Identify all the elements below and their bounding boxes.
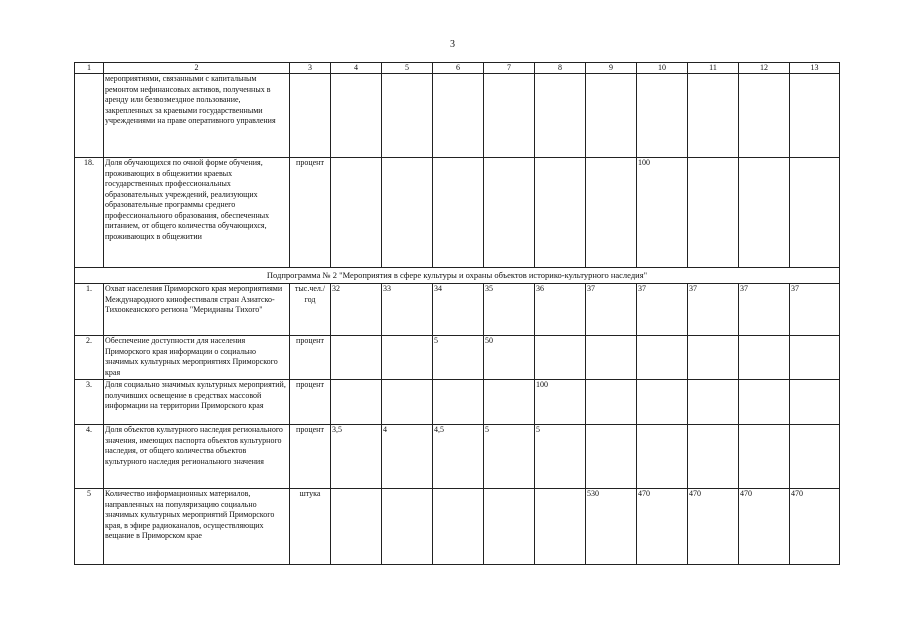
value-cell [739,158,790,268]
value-cell: 470 [688,489,739,565]
value-cell: 37 [637,284,688,336]
table-row [75,74,840,158]
value-cell: 37 [790,284,840,336]
value-cell [331,158,382,268]
value-cell [382,336,433,380]
value-cell [535,489,586,565]
value-cell [688,380,739,425]
indicators-table [74,62,840,565]
value-cell: 100 [637,158,688,268]
unit-cell: штука [290,489,331,565]
table-row [75,489,840,565]
unit-cell: процент [290,380,331,425]
header-cell: 3 [290,63,331,74]
unit-cell: процент [290,158,331,268]
unit-cell [290,74,331,158]
row-number-cell: 2. [75,336,104,380]
table-row [75,284,840,336]
row-number-cell: 18. [75,158,104,268]
value-cell [535,158,586,268]
unit-cell: тыс.чел./год [290,284,331,336]
value-cell [484,489,535,565]
value-cell: 34 [433,284,484,336]
page-number: 3 [450,39,455,50]
value-cell [433,158,484,268]
value-cell [382,380,433,425]
row-number-cell [75,74,104,158]
value-cell [331,489,382,565]
table-row [75,425,840,489]
header-cell: 5 [382,63,433,74]
value-cell [688,158,739,268]
value-cell: 3,5 [331,425,382,489]
value-cell [586,74,637,158]
value-cell: 4,5 [433,425,484,489]
value-cell [535,74,586,158]
header-cell: 4 [331,63,382,74]
value-cell [331,336,382,380]
value-cell [739,380,790,425]
value-cell [637,380,688,425]
indicator-name-cell: Доля объектов культурного наследия регионального значения, имеющих паспорта объектов культурного наследия, от общего количества объектов культурного наследия регионального значения [104,425,290,489]
value-cell: 37 [688,284,739,336]
value-cell: 100 [535,380,586,425]
value-cell [688,336,739,380]
value-cell [586,336,637,380]
header-cell: 2 [104,63,290,74]
value-cell [433,489,484,565]
value-cell [433,74,484,158]
value-cell: 32 [331,284,382,336]
value-cell: 530 [586,489,637,565]
indicator-name-cell: Доля социально значимых культурных мероприятий, получивших освещение в средствах массовой информации на территории Приморского края [104,380,290,425]
value-cell: 470 [739,489,790,565]
value-cell: 37 [586,284,637,336]
table-row [75,380,840,425]
value-cell [433,380,484,425]
value-cell [637,74,688,158]
indicator-name-cell: Обеспечение доступности для населения Приморского края информации о социально значимых культурных мероприятиях Приморского края [104,336,290,380]
indicator-name-cell: Доля обучающихся по очной форме обучения, проживающих в общежитии краевых государственных профессиональных образовательных учреждений, реализующих образовательные программы среднего профессионального образования, обеспеченных питанием, от общего количества обучающихся, проживающих в общежитии [104,158,290,268]
value-cell [739,336,790,380]
value-cell [484,380,535,425]
value-cell [586,380,637,425]
value-cell [484,158,535,268]
value-cell: 33 [382,284,433,336]
table-row [75,158,840,268]
unit-cell: процент [290,425,331,489]
value-cell [586,425,637,489]
value-cell [790,380,840,425]
value-cell: 5 [433,336,484,380]
value-cell [790,74,840,158]
subprogram-row [75,268,840,284]
value-cell [790,425,840,489]
value-cell [535,336,586,380]
value-cell: 35 [484,284,535,336]
subprogram-title: Подпрограмма № 2 "Мероприятия в сфере культуры и охраны объектов историко-культурного наследия" [75,268,840,284]
value-cell: 50 [484,336,535,380]
table-row [75,336,840,380]
value-cell [688,425,739,489]
header-cell: 8 [535,63,586,74]
value-cell [637,336,688,380]
value-cell: 470 [637,489,688,565]
value-cell [790,158,840,268]
value-cell [637,425,688,489]
header-cell: 13 [790,63,840,74]
header-cell: 6 [433,63,484,74]
value-cell: 5 [535,425,586,489]
header-cell: 9 [586,63,637,74]
header-cell: 1 [75,63,104,74]
value-cell [382,158,433,268]
value-cell: 470 [790,489,840,565]
value-cell: 36 [535,284,586,336]
value-cell [688,74,739,158]
value-cell [382,74,433,158]
value-cell: 5 [484,425,535,489]
indicator-name-cell: Охват населения Приморского края мероприятиями Международного кинофестиваля стран Азиатско-Тихоокеанского региона "Меридианы Тихого" [104,284,290,336]
value-cell [739,425,790,489]
value-cell [739,74,790,158]
row-number-cell: 5 [75,489,104,565]
column-number-header-row [75,63,840,74]
value-cell [331,380,382,425]
value-cell [382,489,433,565]
header-cell: 7 [484,63,535,74]
header-cell: 10 [637,63,688,74]
indicator-name-cell: Количество информационных материалов, направленных на популяризацию социально значимых культурных мероприятий Приморского края, в эфире радиоканалов, осуществляющих вещание в Приморском крае [104,489,290,565]
value-cell: 4 [382,425,433,489]
header-cell: 11 [688,63,739,74]
row-number-cell: 4. [75,425,104,489]
header-cell: 12 [739,63,790,74]
value-cell [586,158,637,268]
row-number-cell: 1. [75,284,104,336]
row-number-cell: 3. [75,380,104,425]
value-cell [484,74,535,158]
value-cell [790,336,840,380]
indicator-name-cell: мероприятиями, связанными с капитальным ремонтом нефинансовых активов, полученных в аренду или безвозмездное пользование, закрепленных за краевыми государственными учреждениями на праве оперативного управления [104,74,290,158]
value-cell: 37 [739,284,790,336]
unit-cell: процент [290,336,331,380]
value-cell [331,74,382,158]
